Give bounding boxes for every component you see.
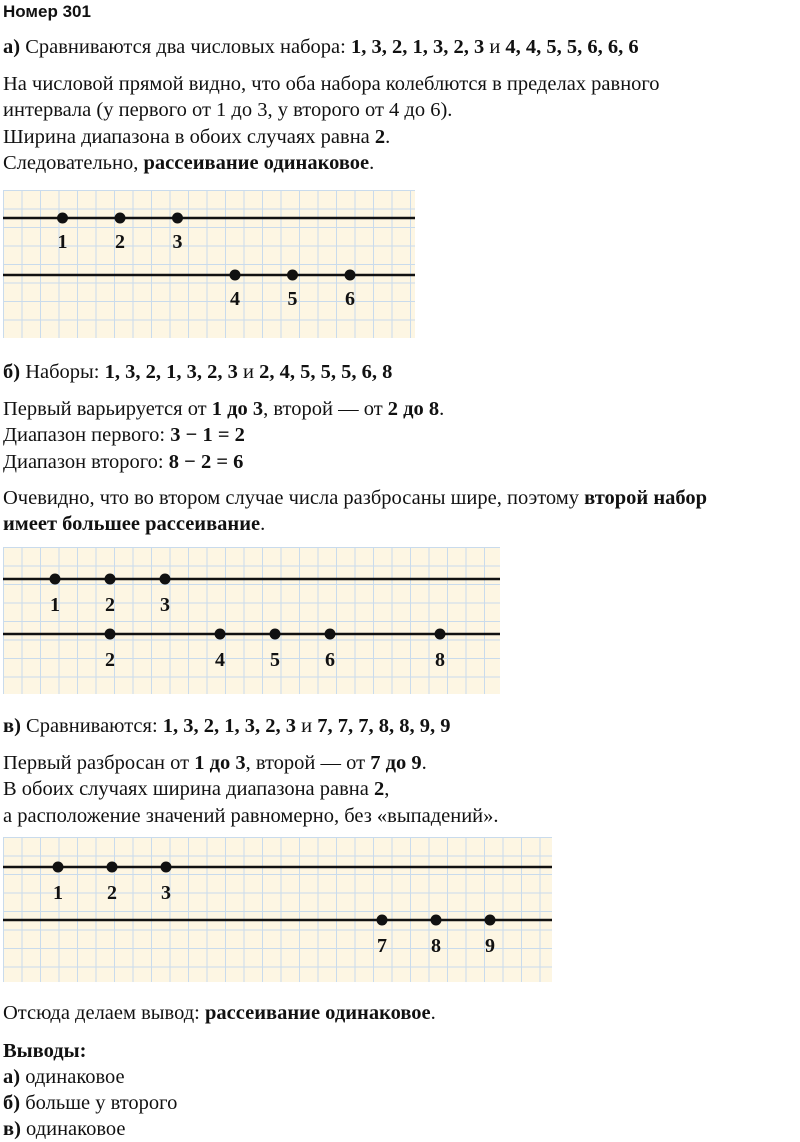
section-b-set2: 2, 4, 5, 5, 5, 6, 8 xyxy=(259,361,393,383)
summary-item-b: б) больше у второго xyxy=(3,1092,178,1114)
problem-title: Номер 301 xyxy=(3,2,91,21)
point-b-line2-2 xyxy=(105,629,116,640)
tick-label-c-line2-8: 8 xyxy=(431,935,441,957)
section-c-set1: 1, 3, 2, 1, 3, 2, 3 xyxy=(162,715,297,737)
tick-label-a-line2-6: 6 xyxy=(345,288,355,310)
section-a-paragraph-2: интервала (у первого от 1 до 3, у второго от 4 до 6). xyxy=(3,99,453,121)
point-b-line2-4 xyxy=(215,629,226,640)
section-c-label: в) xyxy=(3,715,21,737)
point-a-line1-3 xyxy=(172,213,183,224)
point-a-line1-2 xyxy=(115,213,126,224)
tick-label-b-line1-1: 1 xyxy=(50,594,60,616)
section-a-set1: 1, 3, 2, 1, 3, 2, 3 xyxy=(350,36,485,58)
tick-label-c-line2-9: 9 xyxy=(485,935,495,957)
tick-label-b-line2-6: 6 xyxy=(325,649,335,671)
section-c-paragraph-3: а расположение значений равномерно, без «выпадений». xyxy=(3,805,499,827)
tick-label-b-line2-4: 4 xyxy=(215,649,225,671)
tick-label-b-line2-2: 2 xyxy=(105,649,115,671)
section-b-set1: 1, 3, 2, 1, 3, 2, 3 xyxy=(104,361,238,383)
number-line-svg-a xyxy=(3,190,415,338)
point-b-line1-3 xyxy=(160,574,171,585)
tick-label-a-line1-2: 2 xyxy=(115,231,125,253)
section-a-label: а) xyxy=(3,36,21,58)
section-b-paragraph-5: имеет большее рассеивание. xyxy=(3,513,266,535)
point-a-line2-6 xyxy=(345,270,356,281)
summary-heading: Выводы: xyxy=(3,1040,87,1062)
tick-label-b-line2-8: 8 xyxy=(435,649,445,671)
point-a-line2-4 xyxy=(230,270,241,281)
summary-item-a: а) одинаковое xyxy=(3,1066,125,1088)
number-line-diagram-b xyxy=(3,547,500,694)
tick-label-b-line1-2: 2 xyxy=(105,594,115,616)
section-a-paragraph-3: Ширина диапазона в обоих случаях равна 2. xyxy=(3,126,391,148)
section-b-paragraph-1: Первый варьируется от 1 до 3, второй — от 2 до 8. xyxy=(3,398,445,420)
section-b-label: б) xyxy=(3,361,21,383)
point-c-line2-9 xyxy=(485,915,496,926)
number-line-svg-b xyxy=(3,547,500,694)
point-b-line2-5 xyxy=(270,629,281,640)
point-c-line1-3 xyxy=(161,862,172,873)
section-b-paragraph-3: Диапазон второго: 8 − 2 = 6 xyxy=(3,451,244,473)
point-b-line1-2 xyxy=(105,574,116,585)
point-b-line2-6 xyxy=(325,629,336,640)
section-a-heading: а) Сравниваются два числовых набора: 1, 3, 2, 1, 3, 2, 3 и 4, 4, 5, 5, 6, 6, 6 xyxy=(3,36,639,58)
tick-label-b-line1-3: 3 xyxy=(160,594,170,616)
tick-label-a-line2-5: 5 xyxy=(287,288,298,310)
point-c-line2-7 xyxy=(377,915,388,926)
section-a-paragraph-4: Следовательно, рассеивание одинаковое. xyxy=(3,152,375,174)
point-c-line1-2 xyxy=(107,862,118,873)
point-a-line2-5 xyxy=(287,270,298,281)
section-a-paragraph-1: На числовой прямой видно, что оба набора колеблются в пределах равного xyxy=(3,73,660,95)
section-b-paragraph-4: Очевидно, что во втором случае числа разбросаны шире, поэтому второй набор xyxy=(3,487,708,509)
tick-label-c-line1-1: 1 xyxy=(53,882,63,904)
number-line-diagram-c xyxy=(3,837,552,982)
tick-label-b-line2-5: 5 xyxy=(270,649,280,671)
tick-label-c-line2-7: 7 xyxy=(377,935,387,957)
section-c-set2: 7, 7, 7, 8, 8, 9, 9 xyxy=(317,715,451,737)
tick-label-a-line2-4: 4 xyxy=(230,288,240,310)
point-b-line2-8 xyxy=(435,629,446,640)
section-c-paragraph-1: Первый разбросан от 1 до 3, второй — от 7 до 9. xyxy=(3,752,427,774)
section-c-paragraph-2: В обоих случаях ширина диапазона равна 2, xyxy=(3,778,390,800)
point-c-line1-1 xyxy=(53,862,64,873)
tick-label-a-line1-3: 3 xyxy=(172,231,183,253)
tick-label-a-line1-1: 1 xyxy=(57,231,68,253)
section-a-set2: 4, 4, 5, 5, 6, 6, 6 xyxy=(505,36,639,58)
section-c-heading: в) Сравниваются: 1, 3, 2, 1, 3, 2, 3 и 7, 7, 7, 8, 8, 9, 9 xyxy=(3,715,451,737)
summary-item-c: в) одинаковое xyxy=(3,1118,126,1140)
number-line-svg-c xyxy=(3,837,552,982)
point-b-line1-1 xyxy=(50,574,61,585)
tick-label-c-line1-2: 2 xyxy=(107,882,117,904)
section-b-heading: б) Наборы: 1, 3, 2, 1, 3, 2, 3 и 2, 4, 5, 5, 5, 6, 8 xyxy=(3,361,393,383)
number-line-diagram-a xyxy=(3,190,415,338)
point-a-line1-1 xyxy=(57,213,68,224)
conclusion-text: Отсюда делаем вывод: рассеивание одинаковое. xyxy=(3,1002,436,1024)
tick-label-c-line1-3: 3 xyxy=(161,882,171,904)
section-b-paragraph-2: Диапазон первого: 3 − 1 = 2 xyxy=(3,424,245,446)
point-c-line2-8 xyxy=(431,915,442,926)
